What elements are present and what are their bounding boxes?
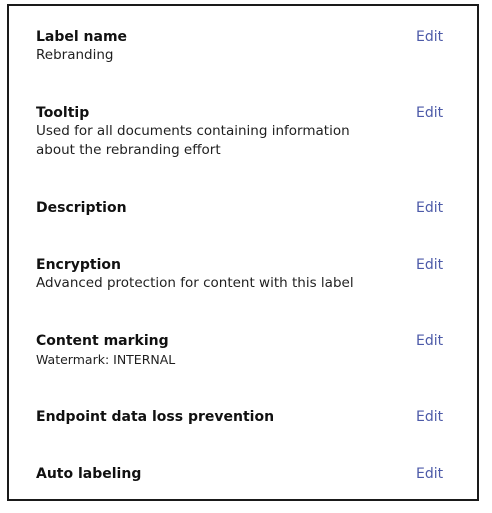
endpoint-dlp-title: Endpoint data loss prevention [36, 409, 275, 425]
tooltip-title: Tooltip [36, 105, 90, 121]
tooltip-value-line-1: Used for all documents containing information [36, 123, 350, 139]
edit-auto-labeling-link[interactable]: Edit [416, 466, 444, 482]
label-name-title: Label name [36, 29, 128, 45]
tooltip-value-line-2: about the rebranding effort [36, 142, 221, 158]
auto-labeling-title: Auto labeling [36, 466, 142, 482]
tooltip-value [36, 122, 376, 160]
edit-encryption-link[interactable]: Edit [416, 257, 444, 273]
description-title: Description [36, 200, 127, 216]
label-settings-panel [7, 4, 479, 501]
content-marking-title: Content marking [36, 333, 169, 349]
content-marking-value: Watermark: INTERNAL [36, 352, 176, 367]
edit-tooltip-link[interactable]: Edit [416, 105, 444, 121]
edit-content-marking-link[interactable]: Edit [416, 333, 444, 349]
edit-endpoint-dlp-link[interactable]: Edit [416, 409, 444, 425]
encryption-value: Advanced protection for content with this label [36, 275, 354, 291]
edit-description-link[interactable]: Edit [416, 200, 444, 216]
edit-label-name-link[interactable]: Edit [416, 29, 444, 45]
label-name-value: Rebranding [36, 47, 114, 63]
encryption-title: Encryption [36, 257, 121, 273]
